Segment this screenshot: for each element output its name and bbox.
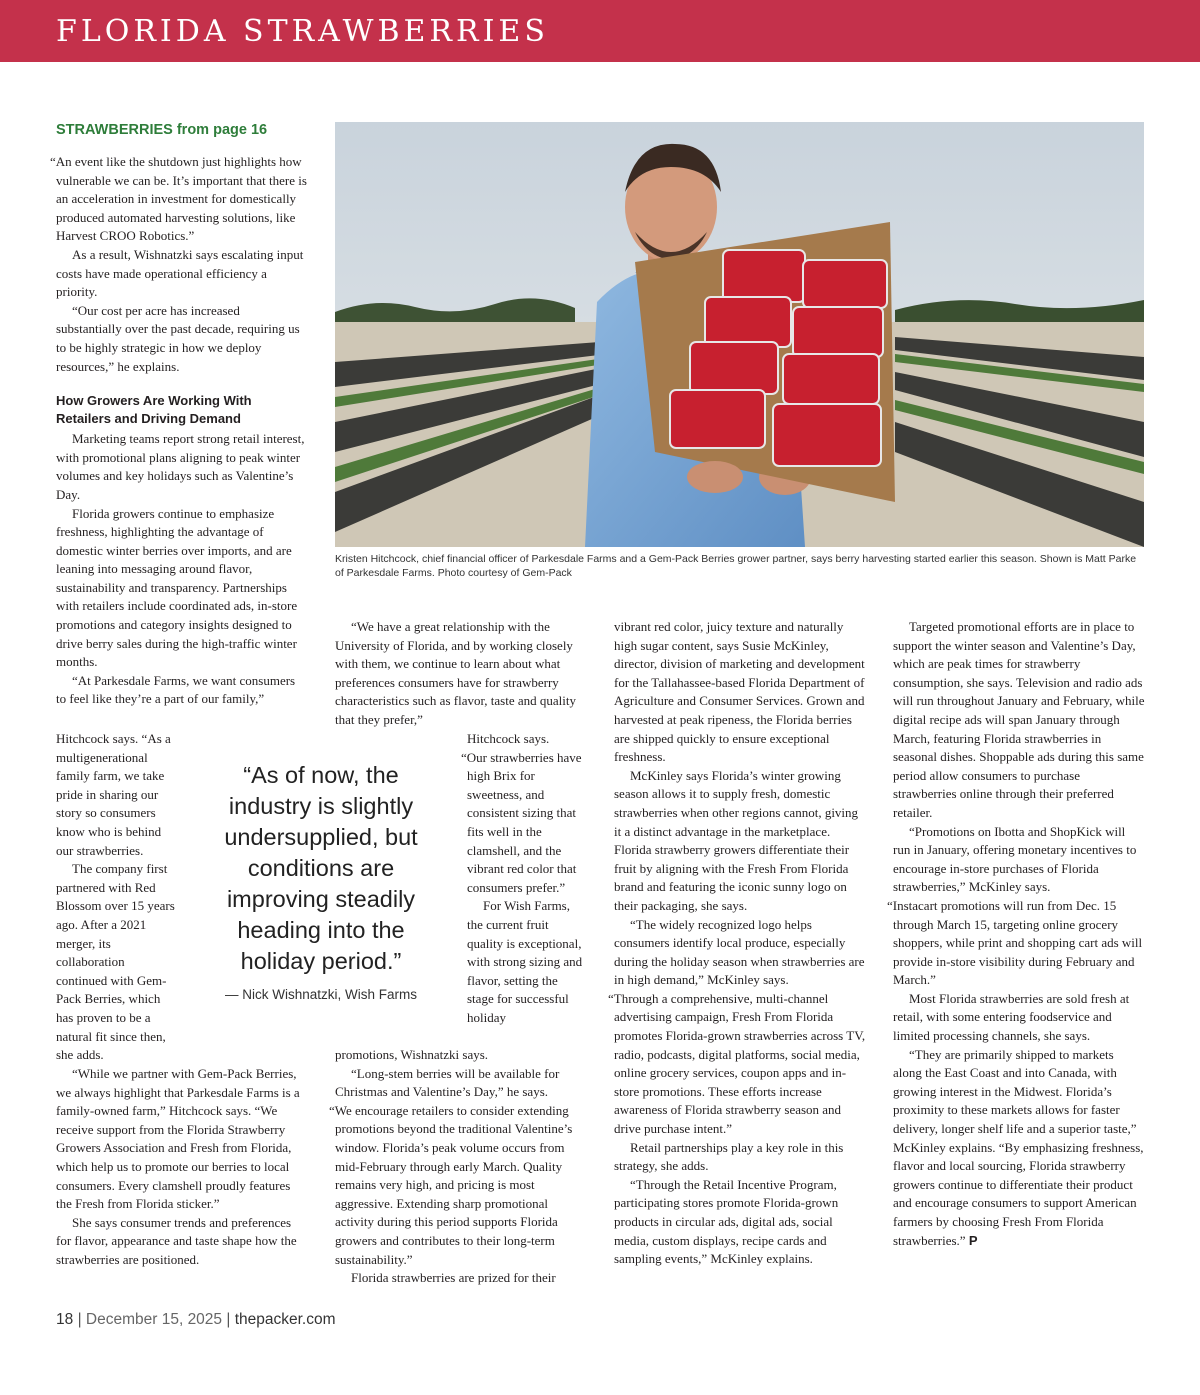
paragraph: Hitchcock says.	[467, 731, 550, 746]
paragraph: Marketing teams report strong retail interest, with promotional plans aligning to peak winter volumes and key holidays such as Valentine’s Day.	[56, 431, 305, 502]
page-footer	[56, 1311, 336, 1329]
paragraph: “Instacart promotions will run from Dec. 15 through March 15, targeting online grocery shoppers, while print and shopping cart ads will provide in-store visibility during February and March.”	[887, 897, 1143, 988]
end-mark: P	[968, 1232, 978, 1248]
pull-quote	[200, 760, 442, 1002]
paragraph: “We encourage retailers to consider extending promotions beyond the traditional Valentine’s window. Florida’s peak volume occurs from mid-February through early March. Quality remains very high, and pricing is most aggressive. Extending sharp promotional activity during this period supports Florida growers and contributes to their long-term sustainability.”	[329, 1102, 573, 1267]
paragraph: Most Florida strawberries are sold fresh at retail, with some entering foodservice and limited processing channels, she says.	[893, 990, 1130, 1044]
paragraph: Hitchcock says. “As a multigenerational family farm, we take pride in sharing our story so consumers know who is behind our strawberries.	[56, 731, 171, 858]
issue-date: December 15, 2025	[85, 1311, 223, 1328]
section-subhead: How Growers Are Working With Retailers and Driving Demand	[56, 393, 252, 427]
footer-separator: |	[77, 1311, 86, 1328]
paragraph: “While we partner with Gem-Pack Berries, we always highlight that Parkesdale Farms is a family-owned farm,” Hitchcock says. “We receive support from the Florida Strawberry Growers Association and Fresh from Florida, which help us to promote our berries to local consumers. Every clamshell proudly features the Fresh from Florida sticker.”	[56, 1066, 300, 1212]
site-name: thepacker.com	[234, 1311, 336, 1328]
paragraph: “Long-stem berries will be available for Christmas and Valentine’s Day,” he says.	[335, 1065, 560, 1100]
article-column-2	[335, 618, 585, 730]
article-photo	[335, 122, 1144, 547]
page-number: 18	[56, 1311, 74, 1328]
paragraph: vibrant red color, juicy texture and naturally high sugar content, says Susie McKinley, director, division of marketing and development for the Tallahassee-based Florida Department of Agriculture and Consumer Services. Grown and harvested at peak ripeness, the Florida berries are shipped quickly to ensure exceptional freshness.	[614, 619, 865, 765]
section-title: FLORIDA STRAWBERRIES	[56, 14, 549, 49]
article-column-1-narrow	[56, 730, 178, 1065]
paragraph: The company first partnered with Red Blossom over 15 years ago. After a 2021 merger, its collaboration continued with Gem-Pack Berries, which has proven to be a natural fit since then, she adds.	[56, 861, 175, 1063]
paragraph-text: “They are primarily shipped to markets along the East Coast and into Canada, with growing interest in the Midwest. Florida’s proximity to these markets allows for faster delivery, longer shelf life and a superior taste,” McKinley explains. “By emphasizing freshness, flavor and local sourcing, Florida strawberry growers continue to differentiate their product and encourage consumers to support American farmers by choosing Fresh From Florida strawberries.”	[893, 1046, 1144, 1248]
article-column-2-lower	[329, 1046, 587, 1288]
pull-quote-attribution: — Nick Wishnatzki, Wish Farms	[224, 987, 417, 1002]
farmer-with-strawberries-image	[335, 122, 1144, 547]
paragraph: She says consumer trends and preferences for flavor, appearance and taste shape how the strawberries are positioned.	[56, 1214, 297, 1267]
paragraph: “Through the Retail Incentive Program, participating stores promote Florida-grown products in circular ads, digital ads, social media, custom displays, recipe cards and sampling events,” McKinley explains.	[614, 1176, 839, 1267]
section-banner	[0, 0, 1200, 62]
paragraph: “Promotions on Ibotta and ShopKick will run in January, offering monetary incentives to encourage in-store purchases of Florida strawberries,” McKinley says.	[893, 823, 1137, 895]
paragraph: Targeted promotional efforts are in place to support the winter season and Valentine’s Day, which are peak times for strawberry consumption, she says. Television and radio ads will run throughout January and February, while digital recipe ads will span January through March, featuring Florida strawberries in seasonal dishes. Shoppable ads during this same period allow consumers to purchase strawberries online through their preferred retailer.	[893, 619, 1145, 820]
article-column-3	[608, 618, 866, 1269]
paragraph	[893, 1046, 1145, 1251]
photo-caption: Kristen Hitchcock, chief financial officer of Parkesdale Farms and a Gem-Pack Berries grower partner, says berry harvesting started earlier this season. Shown is Matt Parke of Parkesdale Farms. Photo courtesy of Gem-Pack	[335, 553, 1137, 579]
paragraph: McKinley says Florida’s winter growing season allows it to supply fresh, domestic strawberries when other regions cannot, giving it a distinct advantage in the marketplace. Florida strawberry growers differentiate their fruit by aligning with the Fresh From Florida brand and featuring the iconic sunny logo on their packaging, she says.	[614, 767, 859, 913]
paragraph: “Our strawberries have high Brix for sweetness, and consistent sizing that fits well in the clamshell, and the vibrant red color that consumers prefer.”	[461, 749, 582, 895]
paragraph: Florida strawberries are prized for their	[351, 1270, 556, 1286]
paragraph: “At Parkesdale Farms, we want consumers to feel like they’re a part of our family,”	[56, 672, 296, 707]
paragraph: “The widely recognized logo helps consumers identify local produce, especially during the holiday season when strawberries are in high demand,” McKinley says.	[614, 916, 865, 988]
article-column-1	[50, 153, 308, 709]
jump-kicker: STRAWBERRIES from page 16	[56, 122, 268, 138]
article-column-2-narrow	[461, 730, 585, 1028]
paragraph: “Through a comprehensive, multi-channel advertising campaign, Fresh From Florida promotes Florida-grown strawberries across TV, radio, podcasts, digital platforms, social media, online grocery services, coupon apps and in-store promotions. These efforts increase awareness of Florida strawberry season and drive purchase intent.”	[608, 990, 866, 1137]
article-column-1-lower	[56, 1065, 308, 1270]
paragraph: Retail partnerships play a key role in this strategy, she adds.	[614, 1139, 844, 1174]
paragraph: As a result, Wishnatzki says escalating input costs have made operational efficiency a priority.	[56, 246, 304, 300]
paragraph: “An event like the shutdown just highlights how vulnerable we can be. It’s important that there is an acceleration in investment for domestically produced automated harvesting solutions, like Harvest CROO Robotics.”	[50, 154, 307, 244]
footer-separator: |	[226, 1311, 235, 1328]
paragraph: “Our cost per acre has increased substantially over the past decade, requiring us to be highly strategic in how we deploy resources,” he explains.	[56, 302, 300, 374]
paragraph: “We have a great relationship with the University of Florida, and by working closely with them, we continue to learn about what preferences consumers have for strawberry characteristics such as flavor, taste and quality that they prefer,”	[335, 619, 576, 727]
paragraph: For Wish Farms, the current fruit quality is exceptional, with strong sizing and flavor, setting the stage for successful holiday	[467, 898, 583, 1025]
pull-quote-text: “As of now, the industry is slightly undersupplied, but conditions are improving steadily heading into the holiday period.”	[224, 762, 418, 974]
paragraph: Florida growers continue to emphasize freshness, highlighting the advantage of domestic winter berries over imports, and are leaning into messaging around flavor, sustainability and transparency. Partnerships with retailers include coordinated ads, in-store promotions and category insights designed to drive berry sales during the high-traffic winter months.	[56, 505, 298, 670]
article-column-4	[887, 618, 1145, 1250]
paragraph: promotions, Wishnatzki says.	[335, 1047, 489, 1062]
